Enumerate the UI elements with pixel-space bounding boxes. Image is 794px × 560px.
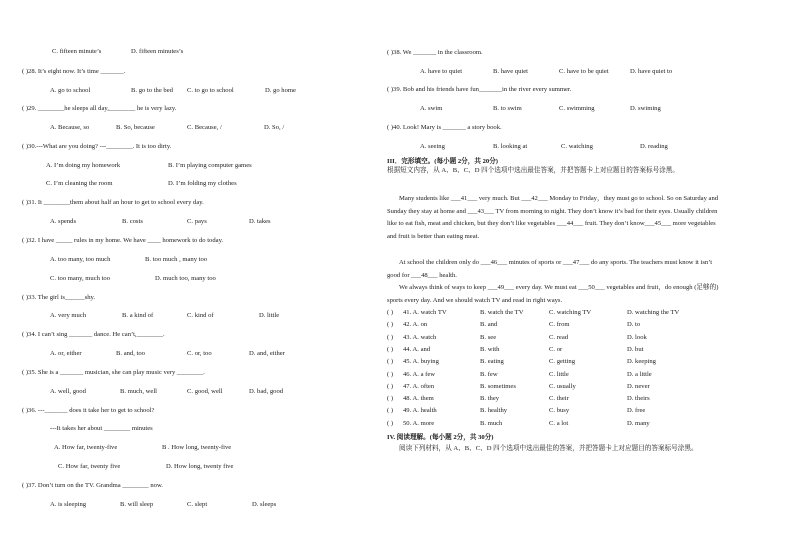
- option-text: C. or, too: [187, 350, 212, 357]
- option-text: B. costs: [122, 218, 143, 225]
- cloze-option: 41. A. watch TV: [403, 309, 447, 316]
- option-paren: ( ): [387, 419, 394, 427]
- cloze-option: D. theirs: [627, 395, 650, 403]
- option-text: D. much too, many too: [155, 275, 216, 282]
- option-text: D. sleeps: [252, 501, 277, 508]
- cloze-option: D. but: [627, 345, 644, 353]
- option-text: C. How far, twenty five: [58, 463, 121, 470]
- option-text: A. well, good: [50, 388, 86, 395]
- option-text: D. I’m folding my clothes: [168, 180, 237, 187]
- question-36-line2: ---It takes her about ________ minutes: [50, 425, 153, 432]
- question-38: ( )38. We _______ in the classroom.: [387, 49, 483, 56]
- question-37: ( )37. Don’t turn on the TV. Grandma ________ now.: [22, 482, 163, 489]
- cloze-paragraph-1: Many students like ___41___ very much. But ___42___ Monday to Friday，they must go to school. So on Saturday and Sunday they stay at home and ___43___ TV from morning to night. They don’t know it’s bad for their eyes. Usually children like to eat fish, meat and chicken, but they don’t like vegetables ___44___ fruit. They don’t know___45___ more vegetables and fruit is better than eating meat.: [387, 195, 719, 240]
- cloze-option: D. to: [627, 321, 641, 329]
- cloze-option: D. keeping: [627, 358, 656, 366]
- option-text: A. or, either: [50, 350, 82, 357]
- option-text: D. swiming: [630, 105, 661, 112]
- option-text: D. fifteen minutes’s: [131, 48, 184, 55]
- option-text: C. to go to school: [187, 87, 234, 94]
- option-paren: ( ): [387, 358, 394, 366]
- cloze-option: B. and: [480, 321, 498, 329]
- option-text: C. fifteen minute’s: [52, 48, 102, 55]
- cloze-option: C. a lot: [549, 419, 569, 427]
- option-text: C. slept: [187, 501, 208, 508]
- cloze-option: D. a little: [627, 370, 652, 378]
- cloze-option: B. much: [480, 419, 503, 427]
- option-text: B. to swim: [493, 105, 522, 112]
- cloze-option: C. usually: [549, 382, 576, 390]
- option-paren: ( ): [387, 370, 394, 378]
- option-text: B. go to the bed: [131, 87, 173, 94]
- section-heading-cloze: III．完形填空。(每小题 2分，共 20分): [387, 158, 498, 165]
- cloze-option: 44. A. and: [403, 345, 431, 353]
- cloze-option: B. watch the TV: [480, 309, 524, 316]
- option-text: D. reading: [640, 143, 668, 150]
- cloze-option: 50. A. more: [403, 419, 435, 427]
- cloze-option: 42. A. on: [403, 321, 428, 329]
- option-paren: ( ): [387, 321, 394, 329]
- cloze-option: B. healthy: [480, 407, 508, 415]
- cloze-paragraph-2: At school the children only do ___46___ minutes of sports or ___47___ do any sports. The teachers must know it isn’t good for ___48___ health.: [387, 259, 713, 279]
- option-text: B. So, because: [116, 124, 155, 131]
- option-text: B. too much , many too: [145, 256, 208, 263]
- option-text: C. swimming: [559, 105, 595, 112]
- option-text: A. is sleeping: [50, 501, 87, 508]
- option-paren: ( ): [387, 382, 394, 390]
- question-28: ( )28. It’s eight now. It’s time _______.: [22, 68, 126, 75]
- section-heading-reading: IV. 阅读理解。(每小题 2分，共 30分): [387, 434, 494, 441]
- option-text: B. and, too: [116, 350, 145, 357]
- cloze-option: C. from: [549, 321, 570, 329]
- option-text: C. watching: [561, 143, 593, 150]
- option-paren: ( ): [387, 309, 394, 316]
- option-text: D. bad, good: [249, 388, 284, 395]
- cloze-option: B. sometimes: [480, 382, 516, 390]
- cloze-option: B. few: [480, 370, 498, 378]
- cloze-option: 43. A. watch: [403, 333, 437, 341]
- cloze-option: D. many: [627, 419, 650, 427]
- cloze-option: 46. A. a few: [403, 370, 436, 378]
- option-paren: ( ): [387, 395, 394, 403]
- option-text: D. So, /: [264, 124, 285, 131]
- option-paren: ( ): [387, 407, 394, 415]
- option-text: A. swim: [420, 105, 443, 112]
- option-text: B. I’m playing computer games: [168, 162, 252, 169]
- option-text: B. a kind of: [122, 312, 154, 319]
- option-text: A. I’m doing my homework: [46, 162, 121, 169]
- cloze-option: 48. A. them: [403, 395, 434, 403]
- question-39: ( )39. Bob and his friends have fun_______in the river every summer.: [387, 86, 572, 93]
- option-text: A. How far, twenty-five: [54, 444, 118, 451]
- option-text: A. spends: [50, 218, 77, 225]
- question-30: ( )30.---What are you doing? ---________. It is too dirty.: [22, 143, 172, 150]
- question-31: ( )31. It ________them about half an hour to get to school every day.: [22, 199, 204, 206]
- reading-instructions: 阅读下列材料，从 A、B、C、D 四个选项中选出最佳的答案，并把答题卡上对应题目的答案标号涂黑。: [399, 445, 698, 452]
- option-paren: ( ): [387, 345, 394, 353]
- cloze-option: C. getting: [549, 358, 576, 366]
- cloze-option: D. look: [627, 333, 647, 341]
- cloze-option: C. watching TV: [549, 309, 592, 316]
- option-text: C. kind of: [187, 312, 214, 319]
- option-text: C. good, well: [187, 388, 223, 395]
- cloze-option: D. watching the TV: [627, 309, 680, 316]
- option-text: D. go home: [265, 87, 296, 94]
- cloze-option: C. busy: [549, 407, 570, 415]
- question-32: ( )32. I have _____ rules in my home. We have ____ homework to do today.: [22, 237, 224, 244]
- option-text: B. have quiet: [493, 68, 528, 75]
- cloze-option: 49. A. health: [403, 407, 437, 415]
- cloze-option: 47. A. often: [403, 382, 435, 390]
- option-paren: ( ): [387, 333, 394, 341]
- cloze-option: B. see: [480, 333, 497, 341]
- question-36: ( )36. ---_______ does it take her to get to school?: [22, 407, 155, 414]
- cloze-option: B. with: [480, 345, 500, 353]
- cloze-option: B. they: [480, 395, 500, 403]
- cloze-option: D. free: [627, 407, 646, 415]
- option-text: D. little: [259, 312, 280, 319]
- cloze-option: D. never: [627, 382, 650, 390]
- option-text: A. have to quiet: [420, 68, 463, 75]
- option-text: C. too many, much too: [50, 275, 111, 282]
- option-text: A. too many, too much: [50, 256, 111, 263]
- cloze-paragraph-3: We always think of ways to keep ___49___ every day. We must eat ___50___ vegetables and fruit，do enough (足够的) sports every day. And we should watch TV and read in right ways.: [387, 284, 719, 304]
- option-text: C. Because, /: [187, 124, 222, 131]
- option-text: C. I’m cleaning the room: [46, 180, 113, 187]
- cloze-option: C. their: [549, 395, 569, 403]
- option-text: B. looking at: [493, 143, 528, 150]
- option-text: A. very much: [50, 312, 87, 319]
- question-35: ( )35. She is a _______ musician, she can play music very ________.: [22, 369, 205, 376]
- option-text: A. Because, so: [50, 124, 90, 131]
- option-text: C. pays: [187, 218, 207, 225]
- option-text: B. will sleep: [120, 501, 154, 508]
- option-text: C. have to be quiet: [559, 68, 609, 75]
- cloze-option: B. eating: [480, 358, 504, 366]
- cloze-option: C. read: [549, 333, 569, 341]
- question-34: ( )34. I can’t sing _______ dance. He can’t,________.: [22, 331, 165, 338]
- cloze-option: 45. A. buying: [403, 358, 439, 366]
- cloze-instructions: 根据短文内容，从 A、B、C、D 四个选项中选出最佳答案，并把答题卡上对应题目的答案标号涂黑。: [387, 167, 679, 174]
- option-text: A. go to school: [50, 87, 91, 94]
- option-text: D. takes: [249, 218, 271, 225]
- option-text: D. How long, twenty five: [166, 463, 234, 470]
- question-40: ( )40. Look! Mary is _______ a story book.: [387, 124, 502, 131]
- option-text: A. seeing: [420, 143, 445, 150]
- question-33: ( )33. The girl is______shy.: [22, 294, 96, 301]
- cloze-option: C. or: [549, 345, 563, 353]
- option-text: B. much, well: [120, 388, 157, 395]
- question-29: ( )29. ________he sleeps all day,________ he is very lazy.: [22, 105, 177, 112]
- option-text: B . How long, twenty-five: [162, 444, 232, 451]
- cloze-option: C. little: [549, 370, 569, 378]
- option-text: D. and, either: [249, 350, 285, 357]
- option-text: D. have quiet to: [630, 68, 673, 75]
